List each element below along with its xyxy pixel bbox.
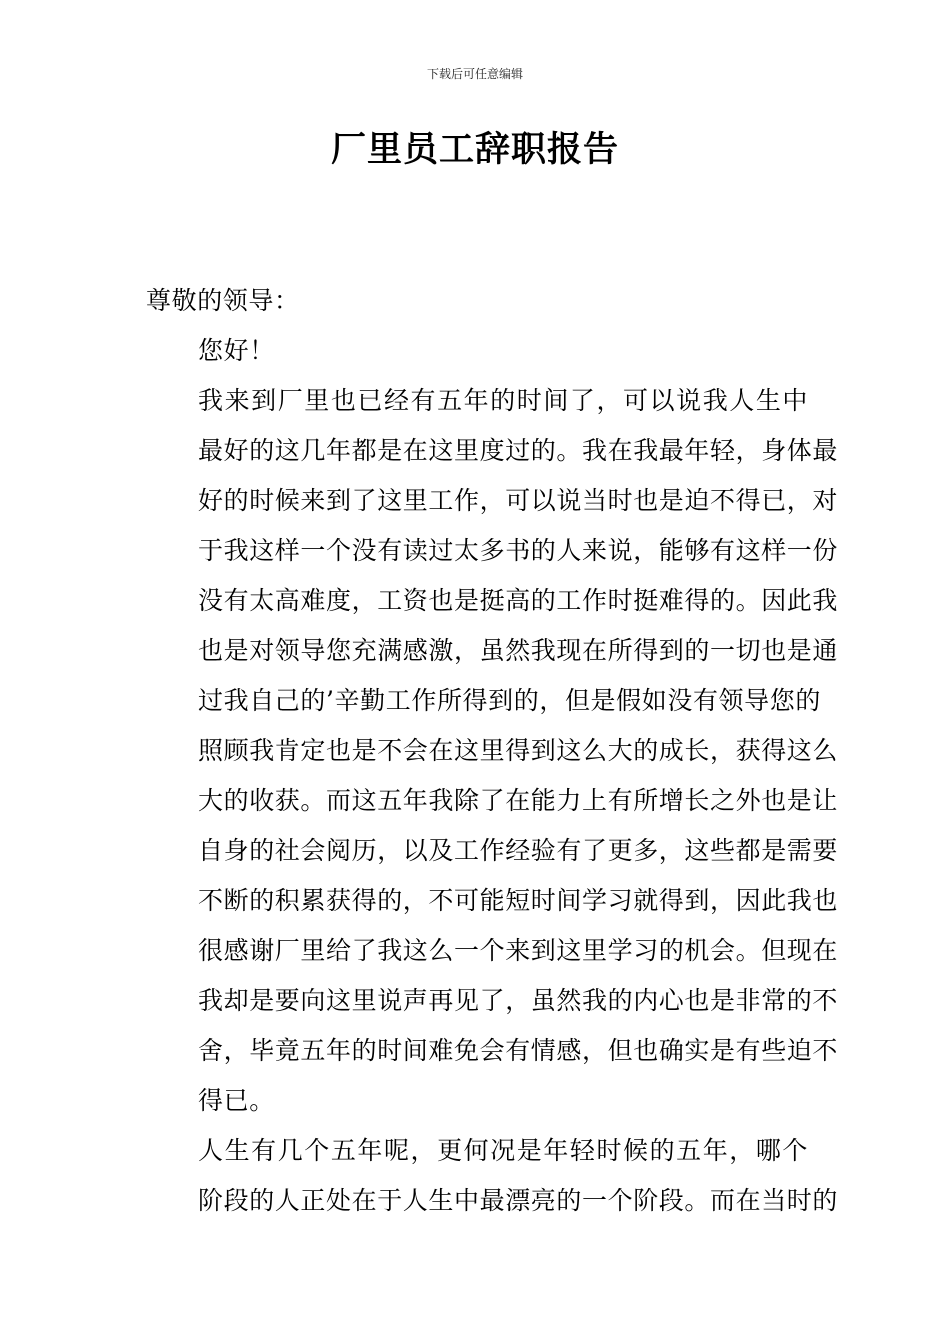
paragraph-1-line: 好的时候来到了这里工作，可以说当时也是迫不得已，对 [198, 486, 839, 515]
paragraph-1-line: 过我自己的’辛勤工作所得到的，但是假如没有领导您的 [198, 686, 821, 715]
document-body [146, 276, 839, 1226]
paragraph-1-line: 舍，毕竟五年的时间难免会有情感，但也确实是有些迫不 [198, 1036, 839, 1065]
paragraph-1-line: 也是对领导您充满感激，虽然我现在所得到的一切也是通 [198, 636, 839, 665]
header-note: 下载后可任意编辑 [426, 67, 523, 81]
paragraph-2 [146, 1126, 839, 1226]
paragraph-1-line: 自身的社会阅历，以及工作经验有了更多，这些都是需要 [198, 836, 839, 865]
paragraph-1-line: 我却是要向这里说声再见了，虽然我的内心也是非常的不 [198, 986, 839, 1015]
paragraph-1-line: 很感谢厂里给了我这么一个来到这里学习的机会。但现在 [198, 936, 839, 965]
paragraph-2-line: 阶段的人正处在于人生中最漂亮的一个阶段。而在当时的 [198, 1186, 839, 1215]
paragraph-1-line: 照顾我肯定也是不会在这里得到这么大的成长，获得这么 [198, 736, 839, 765]
document-title: 厂里员工辞职报告 [330, 130, 619, 170]
paragraph-1-line: 最好的这几年都是在这里度过的。我在我最年轻，身体最 [198, 436, 839, 465]
paragraph-1 [146, 376, 839, 1126]
salutation [146, 276, 808, 326]
greeting [146, 326, 808, 376]
greeting-line: 您好！ [198, 336, 275, 365]
paragraph-1-line: 我来到厂里也已经有五年的时间了，可以说我人生中 [198, 386, 808, 415]
paragraph-2-line: 人生有几个五年呢，更何况是年轻时候的五年，哪个 [198, 1136, 808, 1165]
paragraph-1-line: 得已。 [198, 1086, 275, 1115]
salutation-line: 尊敬的领导： [146, 286, 300, 315]
paragraph-1-line: 不断的积累获得的，不可能短时间学习就得到，因此我也 [198, 886, 839, 915]
paragraph-1-line: 大的收获。而这五年我除了在能力上有所增长之外也是让 [198, 786, 839, 815]
paragraph-1-line: 于我这样一个没有读过太多书的人来说，能够有这样一份 [198, 536, 839, 565]
paragraph-1-line: 没有太高难度，工资也是挺高的工作时挺难得的。因此我 [198, 586, 839, 615]
